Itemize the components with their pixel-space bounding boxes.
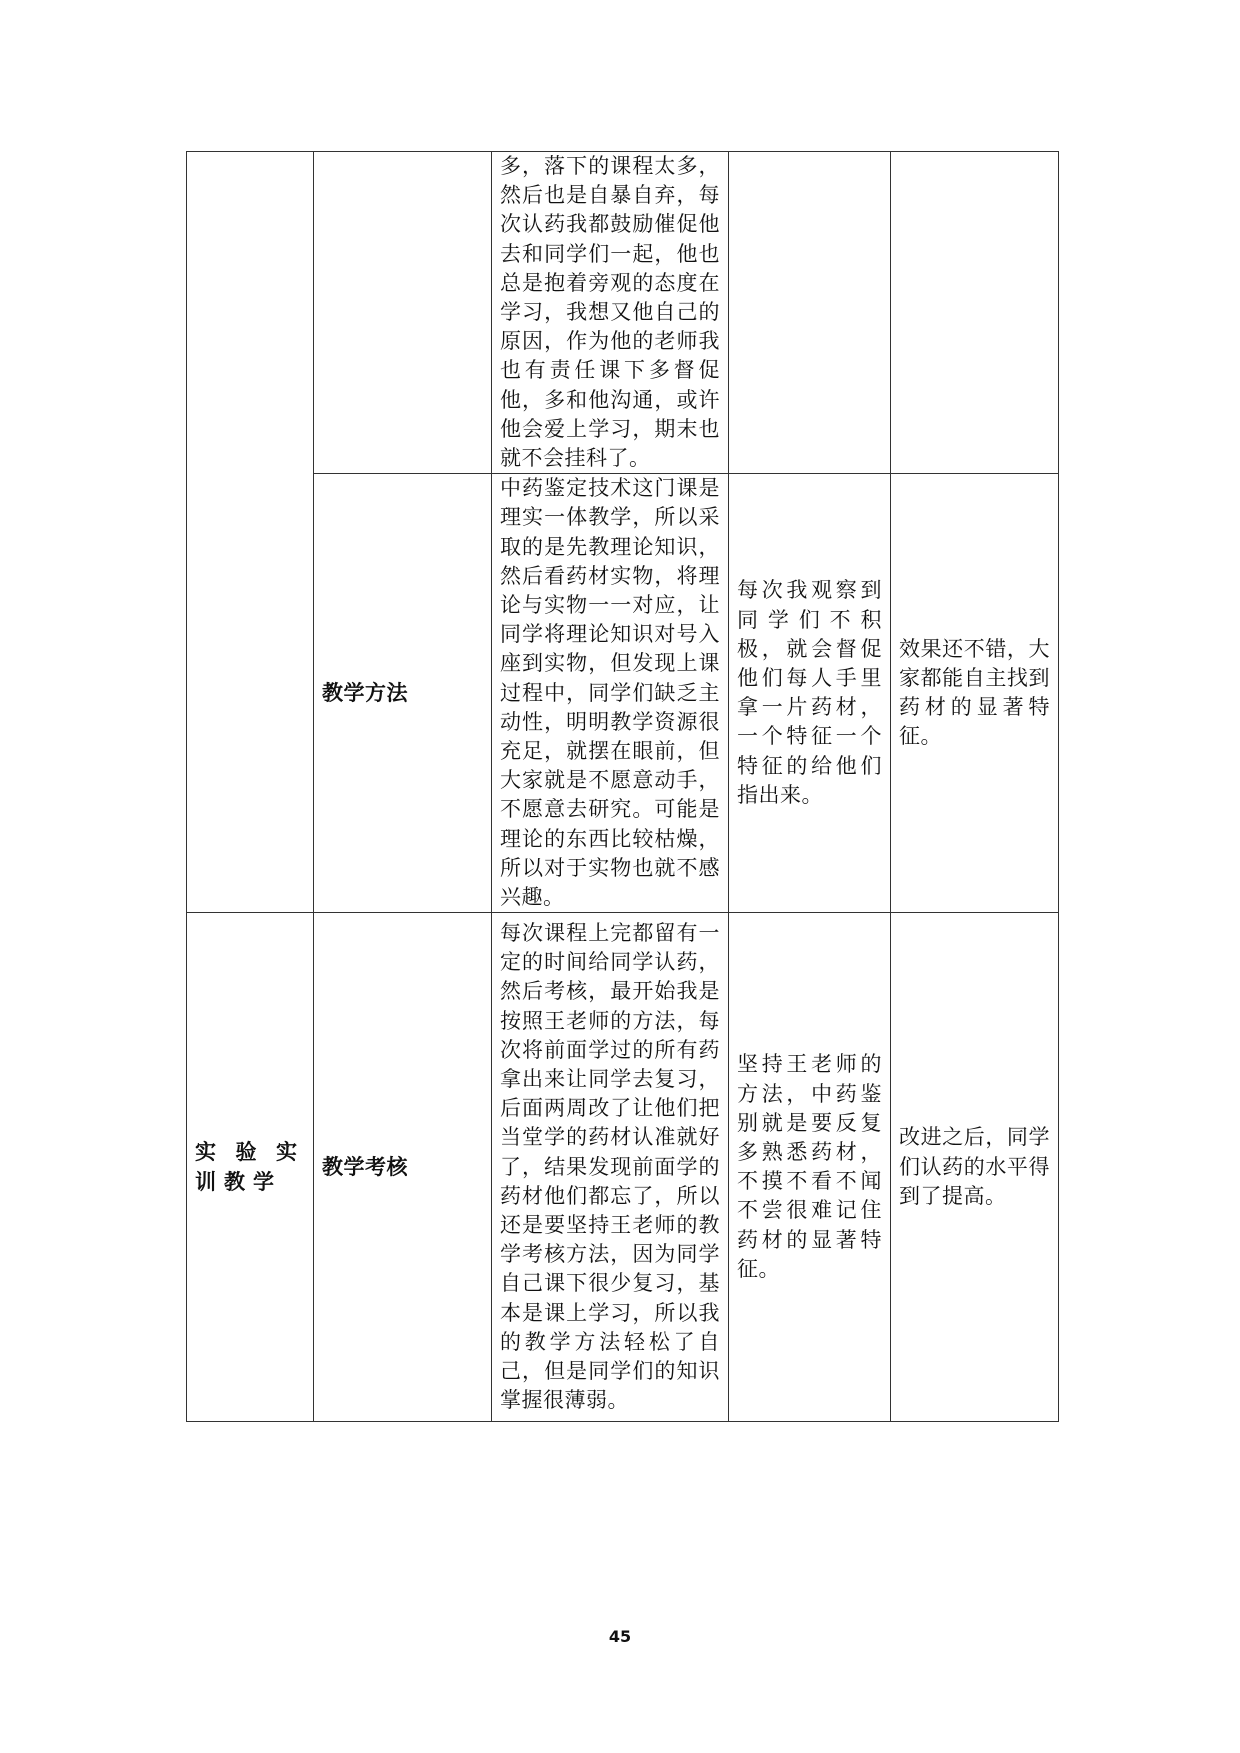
measure-cell — [729, 474, 891, 913]
situation-text: 每次课程上完都留有一定的时间给同学认药，然后考核，最开始我是按照王老师的方法，每次将前面学过的所有药拿出来让同学去复习，后面两周改了让他们把当堂学的药材认准就好了，结果发现前面学的药材他们都忘了，所以还是要坚持王老师的教学考核方法，因为同学自己课下很少复习，基本是课上学习，所以我的教学方法轻松了自己，但是同学们的知识掌握很薄弱。 — [500, 921, 720, 1413]
measure-cell — [729, 913, 891, 1422]
effect-cell — [891, 474, 1059, 913]
page-number: 45 — [608, 1627, 632, 1646]
category-cell — [187, 913, 314, 1422]
item-label: 教学方法 — [322, 680, 408, 705]
situation-cell — [492, 152, 729, 474]
effect-text: 效果还不错，大家都能自主找到药材的显著特征。 — [899, 636, 1050, 749]
situation-text: 多，落下的课程太多，然后也是自暴自弃，每次认药我都鼓励催促他去和同学们一起，他也总是抱着旁观的态度在学习，我想又他自己的原因，作为他的老师我也有责任课下多督促他，多和他沟通，或许他会爱上学习，期末也就不会挂科了。 — [500, 154, 720, 471]
measure-text: 每次我观察到同学们不积极，就会督促他们每人手里拿一片药材，一个特征一个特征的给他们指出来。 — [737, 578, 882, 807]
table-row — [187, 913, 1059, 1422]
effect-cell — [891, 913, 1059, 1422]
situation-text: 中药鉴定技术这门课是理实一体教学，所以采取的是先教理论知识，然后看药材实物，将理论与实物一一对应，让同学将理论知识对号入座到实物，但发现上课过程中，同学们缺乏主动性，明明教学资源很充足，就摆在眼前，但大家就是不愿意动手，不愿意去研究。可能是理论的东西比较枯燥，所以对于实物也就不感兴趣。 — [500, 476, 720, 910]
item-label: 教学考核 — [322, 1154, 408, 1179]
situation-cell — [492, 913, 729, 1422]
category-label: 实验实训教学 — [195, 1140, 305, 1195]
table-row — [187, 474, 1059, 913]
teaching-reflection-table — [186, 151, 1059, 1422]
category-cell — [187, 152, 314, 913]
item-cell — [314, 913, 492, 1422]
effect-text: 改进之后，同学们认药的水平得到了提高。 — [899, 1125, 1050, 1208]
effect-cell — [891, 152, 1059, 474]
measure-cell — [729, 152, 891, 474]
situation-cell — [492, 474, 729, 913]
item-cell — [314, 474, 492, 913]
item-cell — [314, 152, 492, 474]
table-row — [187, 152, 1059, 474]
measure-text: 坚持王老师的方法，中药鉴别就是要反复多熟悉药材，不摸不看不闻不尝很难记住药材的显著特征。 — [737, 1052, 882, 1281]
